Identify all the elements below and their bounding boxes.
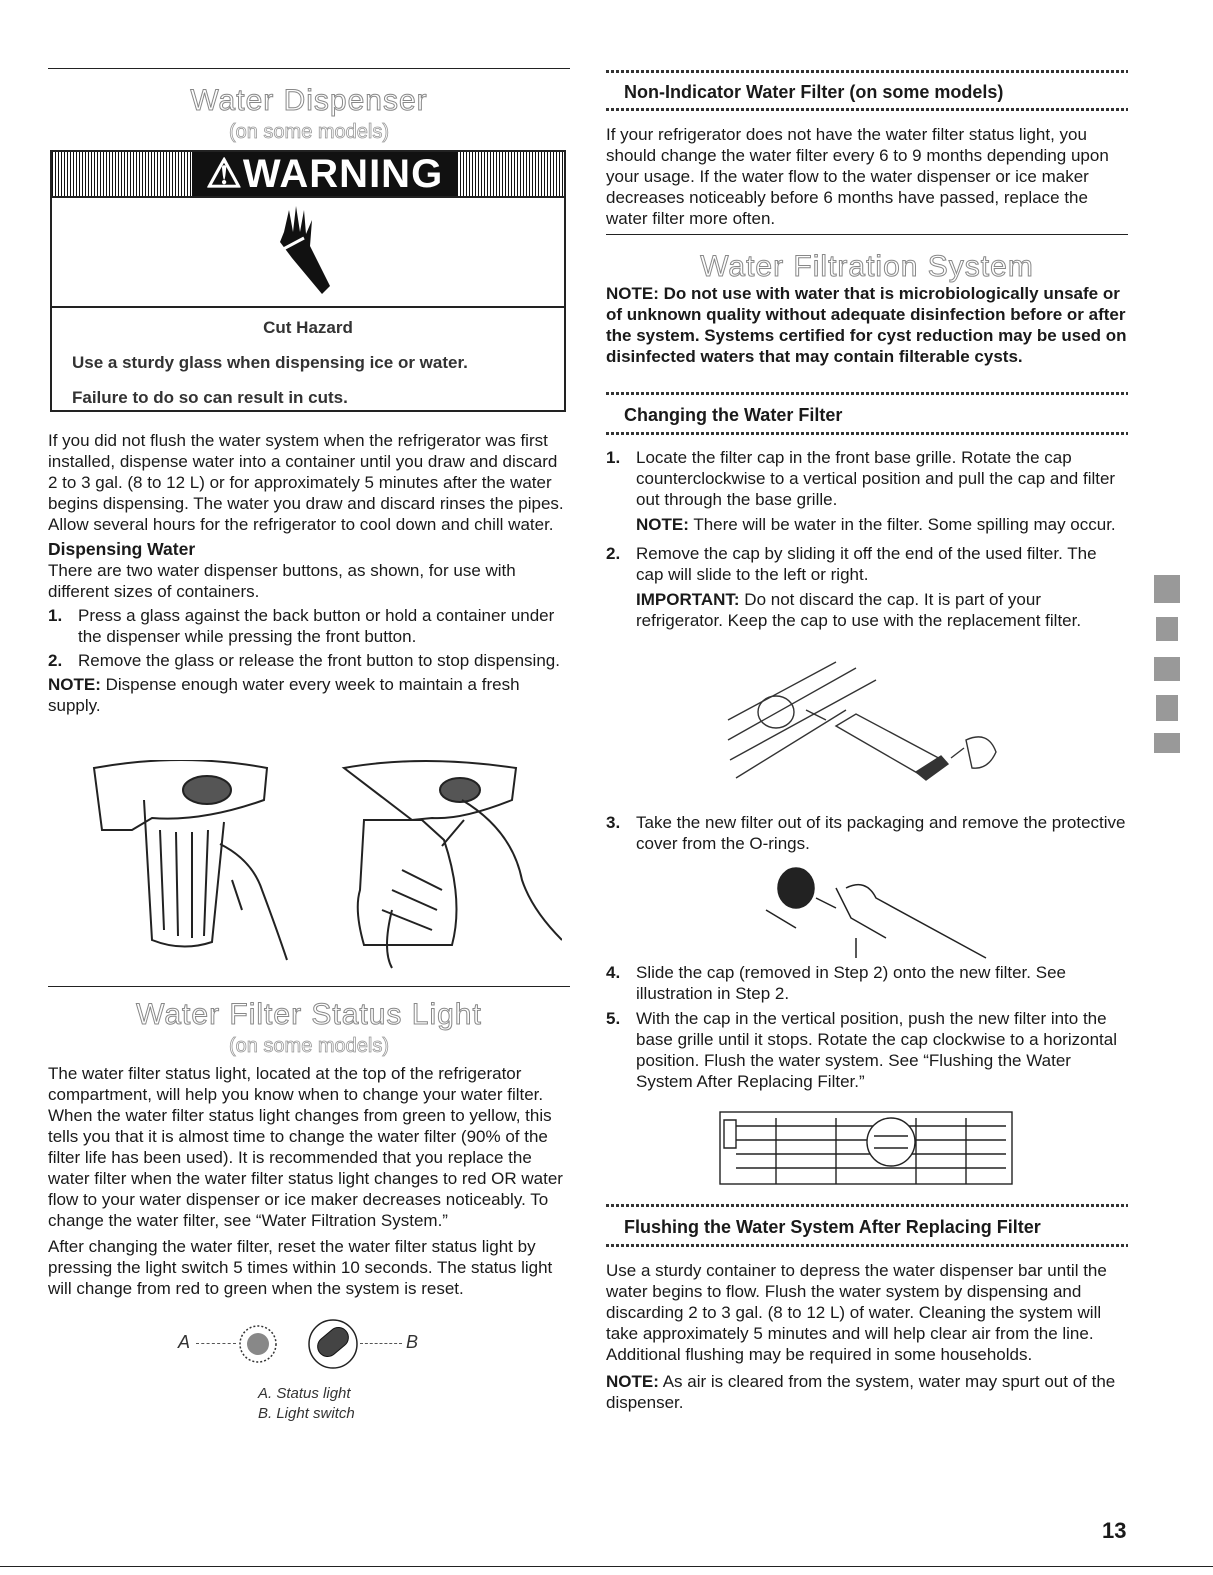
section-subtitle: (on some models) xyxy=(228,121,390,143)
flushing-paragraph: Use a sturdy container to depress the water dispenser bar until the water begins to flow. Flush the water system by dispensing and discarding 2 to 3 gal. (8 to 12 L) of water. Cleaning the system will take approximately 5 minutes and will help clear air from the line. Additional flushing may be required in some households. xyxy=(606,1261,1107,1364)
cut-hand-icon xyxy=(264,202,344,302)
flushing-heading: Flushing the Water System After Replacing Filter xyxy=(624,1217,1041,1237)
light-switch-icon xyxy=(306,1318,360,1372)
caption-status-light: A. Status light xyxy=(258,1385,351,1402)
edge-tab xyxy=(1150,565,1184,760)
filtration-note: NOTE: Do not use with water that is microbiologically unsafe or of unknown quality without adequate disinfection before or after the system. Systems certified for cyst reduction may be used on disinfected waters that may contain filterable cysts. xyxy=(606,284,1127,366)
divider xyxy=(48,68,570,69)
warning-line-2: Failure to do so can result in cuts. xyxy=(72,388,348,407)
dispensing-heading: Dispensing Water xyxy=(48,539,196,559)
changing-filter-heading: Changing the Water Filter xyxy=(624,405,843,425)
new-filter-illustration xyxy=(756,858,996,968)
status-light-illustration xyxy=(168,1318,488,1378)
warning-header xyxy=(52,152,564,198)
divider xyxy=(606,234,1128,235)
flush-intro-paragraph: If you did not flush the water system when the refrigerator was first installed, dispense water into a container until you draw and discard 2 to 3 gal. (8 to 12 L) or for approximately 5 minutes after the water begins dispensing. The water you draw and discard rinses the pipes. Allow several hours for the refrigerator to cool down and chill water. xyxy=(48,431,564,534)
status-light-icon xyxy=(236,1322,280,1366)
flushing-note: NOTE: As air is cleared from the system, water may spurt out of the dispenser. xyxy=(606,1372,1116,1412)
list-item: 5. With the cap in the vertical position, push the new filter into the base grille until it stops. Rotate the cap clockwise to a horizontal position. Flush the water system. See “Flushing the Water System After Replacing Filter.” xyxy=(606,1009,1117,1091)
dispenser-note: NOTE: Dispense enough water every week to maintain a fresh supply. xyxy=(48,675,520,715)
section-title-filtration: Water Filtration System xyxy=(700,250,1034,283)
label-a: A xyxy=(178,1332,191,1352)
warning-box xyxy=(50,150,566,412)
list-item: 2. Remove the glass or release the front button to stop dispensing. xyxy=(48,651,560,670)
section-title-status-light: Water Filter Status Light xyxy=(136,998,482,1031)
caption-light-switch: B. Light switch xyxy=(258,1405,355,1422)
warning-label: ⚠WARNING xyxy=(192,152,457,196)
base-grille-illustration xyxy=(716,1108,1016,1188)
label-b: B xyxy=(406,1332,419,1352)
dispensing-intro: There are two water dispenser buttons, as shown, for use with different sizes of containers. xyxy=(48,561,516,601)
status-light-paragraph: The water filter status light, located at the top of the refrigerator compartment, will help you know when to change your water filter. When the water filter status light changes from green to yellow, this tells you that it is almost time to change the water filter (90% of the filter life has been used). It is recommended that you replace the water filter when the water filter status light changes to red OR water flow to your water dispenser or ice maker decreases noticeably. To change the water filter, see “Water Filtration System.” xyxy=(48,1064,563,1230)
warning-line-1: Use a sturdy glass when dispensing ice or water. xyxy=(72,353,468,372)
page-number: 13 xyxy=(1102,1518,1127,1543)
hazard-title: Cut Hazard xyxy=(263,318,353,337)
non-indicator-heading: Non-Indicator Water Filter (on some models) xyxy=(624,82,1004,102)
section-title-water-dispenser: Water Dispenser xyxy=(190,84,428,117)
list-item: 3. Take the new filter out of its packaging and remove the protective cover from the O-rings. xyxy=(606,813,1126,853)
list-item: 1. Press a glass against the back button or hold a container under the dispenser while pressing the front button. xyxy=(48,606,555,646)
list-item: 2. Remove the cap by sliding it off the end of the used filter. The cap will slide to the left or right. IMPORTANT: Do not discard the cap. It is part of your refrigerator. Keep the cap to use with the replacement filter. xyxy=(606,544,1097,630)
filter-removal-illustration xyxy=(726,660,1026,790)
dispenser-illustration xyxy=(92,760,562,970)
divider xyxy=(48,986,570,987)
non-indicator-paragraph: If your refrigerator does not have the water filter status light, you should change the water filter every 6 to 9 months depending upon your usage. If the water flow to the water dispenser or ice maker decreases noticeably before 6 months have passed, replace the water filter more often. xyxy=(606,125,1109,228)
list-item: 1. Locate the filter cap in the front base grille. Rotate the cap counterclockwise to a vertical position and pull the cap and filter out through the base grille. NOTE: There will be water in the filter. Some spilling may occur. xyxy=(606,448,1116,534)
list-item: 4. Slide the cap (removed in Step 2) onto the new filter. See illustration in Step 2. xyxy=(606,963,1066,1003)
section-subtitle: (on some models) xyxy=(228,1035,390,1057)
status-reset-paragraph: After changing the water filter, reset the water filter status light by pressing the light switch 5 times within 10 seconds. The status light will change from red to green when the system is reset. xyxy=(48,1237,553,1298)
